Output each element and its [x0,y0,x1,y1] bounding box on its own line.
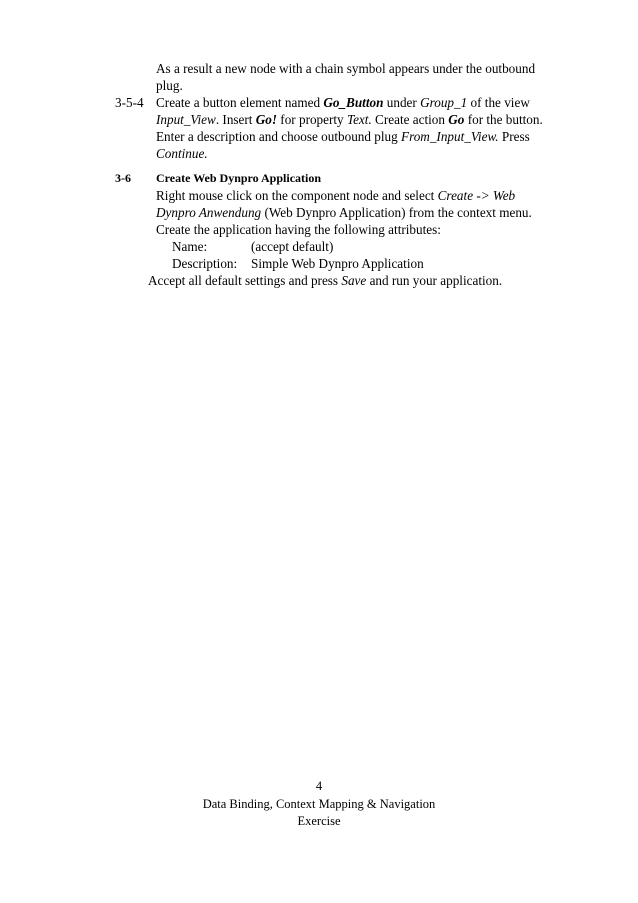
text-line: plug. [156,78,183,93]
text-run: Press [498,129,530,144]
text-run: Go_Button [323,95,384,110]
text-run: Go [448,112,465,127]
text-run: under [383,95,421,110]
text-run: Enter a description and choose outbound plug [156,129,402,144]
text-run: Text. [346,112,372,127]
footer-title: Data Binding, Context Mapping & Navigation [202,797,436,811]
attribute-label: Description: [172,256,238,271]
text-run: From_Input_View. [401,129,499,144]
text-line: Create the application having the following attributes: [156,222,441,237]
text-run: for the button. [464,112,543,127]
text-run: Create a button element named [156,95,324,110]
text-run: Dynpro Anwendung [156,205,262,220]
text-line: As a result a new node with a chain symbol appears under the outbound [156,61,536,76]
section-title: Create Web Dynpro Application [156,171,322,185]
text-line [156,204,532,221]
text-run: Accept all default settings and press [148,273,342,288]
step-number: 3-5-4 [115,95,144,110]
attribute-label: Name: [172,239,208,254]
text-run: (Web Dynpro Application) from the context menu. [261,205,532,220]
text-run: Input_View [156,112,216,127]
attribute-value: (accept default) [251,239,334,254]
text-run: Save [341,273,367,288]
text-run: . Insert [215,112,256,127]
section-number: 3-6 [115,171,131,185]
text-run: Create action [371,112,449,127]
attribute-value: Simple Web Dynpro Application [251,256,424,271]
footer-subtitle: Exercise [297,814,341,828]
text-run: Group_1 [420,95,468,110]
text-line [156,94,530,111]
text-run: for property [277,112,347,127]
text-run: Go! [255,112,277,127]
text-line: Continue. [156,146,208,161]
text-line [156,187,515,204]
text-run: and run your application. [366,273,503,288]
text-run: Create -> Web [437,188,516,203]
text-line [156,111,543,128]
text-line [148,272,502,289]
page-number: 4 [315,779,323,793]
text-run: of the view [467,95,530,110]
text-line [156,128,530,145]
text-run: Right mouse click on the component node and select [156,188,438,203]
